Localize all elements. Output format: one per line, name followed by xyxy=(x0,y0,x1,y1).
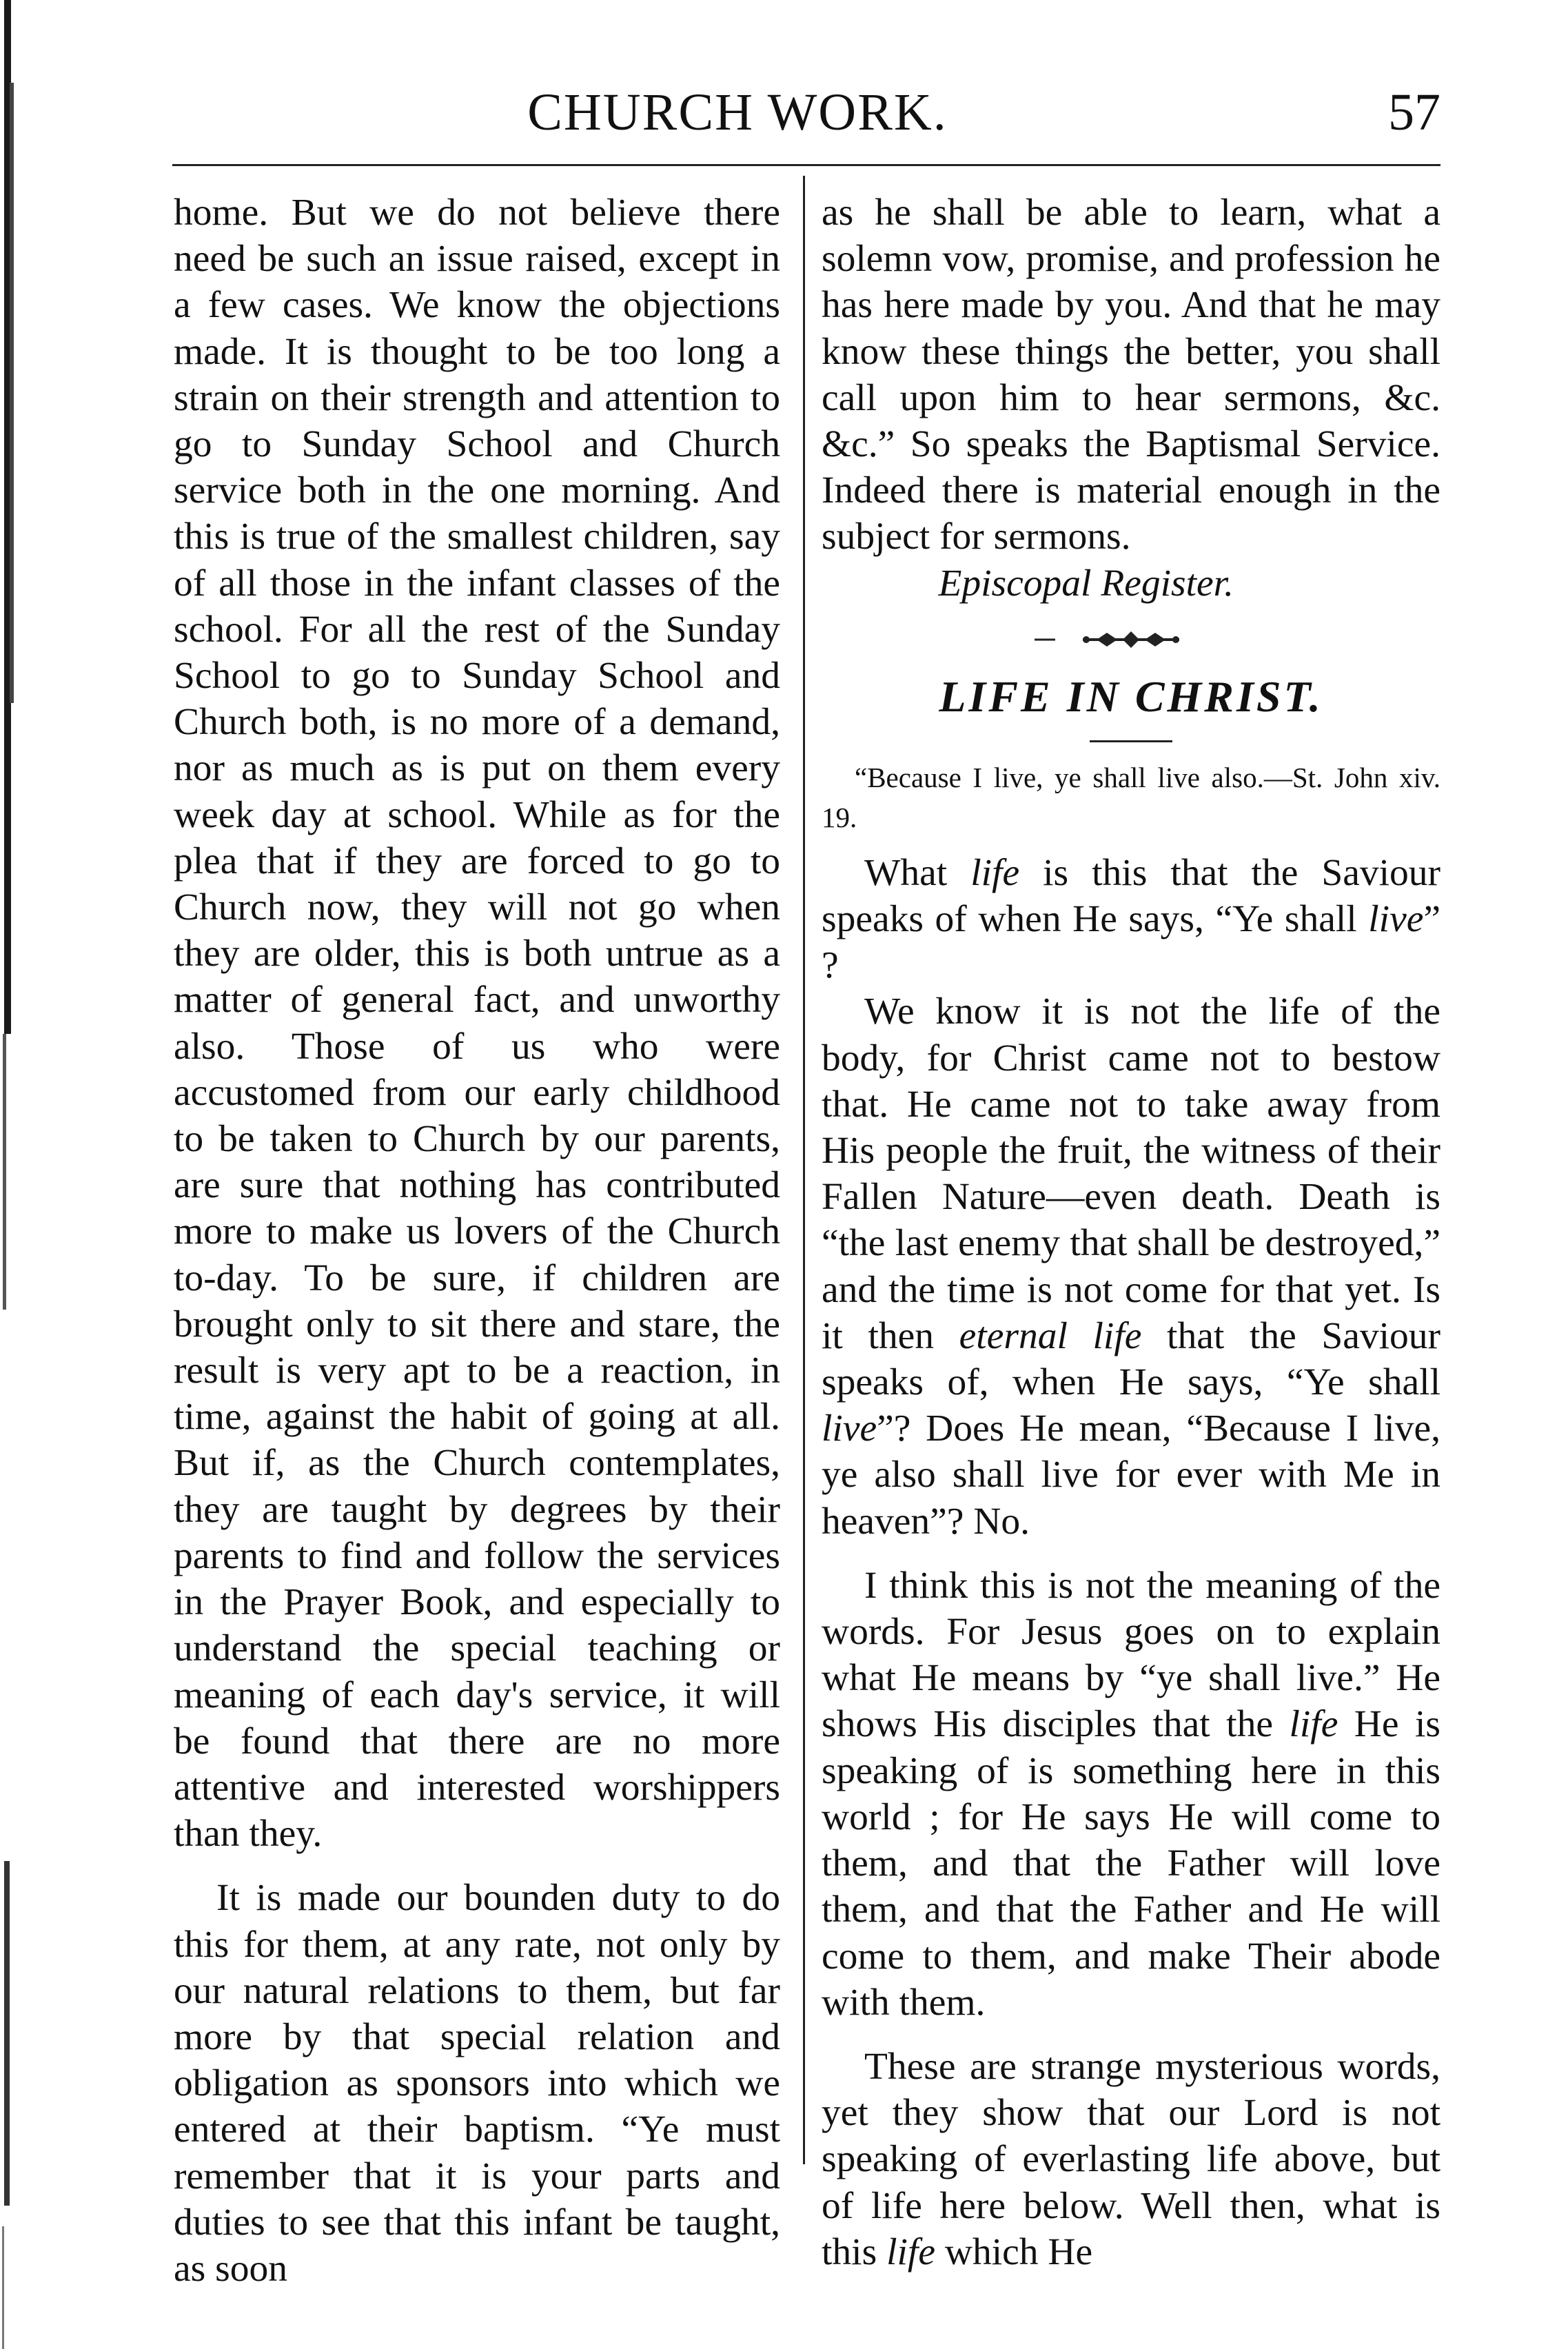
italic-word: life xyxy=(1289,1703,1338,1746)
ornament-divider xyxy=(822,626,1440,653)
italic-word: life xyxy=(886,2230,935,2273)
paragraph: What life is this that the Saviour speaks of when He says, “Ye shall live” ? xyxy=(822,851,1441,987)
header-rule xyxy=(172,164,1440,166)
paragraph: It is made our bounden duty to do this for them, at any rate, not only by our natural relations to them, but far more by that special relation and obligation as sponsors into which we entered at their baptism. “Ye must remember that it is your parts and duties to see that this infant be taught, as soon xyxy=(174,1877,780,2290)
italic-word: live xyxy=(1368,898,1424,941)
left-column xyxy=(174,190,780,2292)
title-rule xyxy=(1090,740,1172,742)
paragraph: I think this is not the meaning of the words. For Jesus goes on to explain what He means by “ye shall live.” He shows His disciples that the life He is speaking of is something here in this world ; for He says He will come to them, and that the Father will love them, and that the Father and He will come to them, and make Their abode with them. xyxy=(822,1564,1440,2024)
section-title: LIFE IN CHRIST. xyxy=(939,671,1323,721)
italic-word: live xyxy=(822,1407,877,1450)
paragraph: We know it is not the life of the body, for Christ came not to bestow that. He came not to take away from His people the fruit, the witness of their Fallen Nature—even death. Death is “the last enemy that shall be destroyed,” and the time is not come for that yet. Is it then eternal life that the Saviour speaks of, when He says, “Ye shall live”? Does He mean, “Because I live, ye also shall live for ever with Me in heaven”? No. xyxy=(822,990,1440,1543)
right-column xyxy=(822,190,1440,2275)
column-divider xyxy=(803,176,805,2164)
epigraph: “Because I live, ye shall live also.—St. John xiv. 19. xyxy=(822,761,1440,833)
italic-word: life xyxy=(970,851,1020,894)
paragraph: home. But we do not believe there need be such an issue raised, except in a few cases. We know the objections made. It is thought to be too long a strain on their strength and attention to go to Sunday School and Church service both in the one morning. And this is true of the smallest children, say of all those in the infant classes of the school. For all the rest of the Sunday School to go to Sunday School and Church both, is no more of a demand, nor as much as is put on them every week day at school. While as for the plea that if they are forced to go to Church now, they will not go when they are older, this is both untrue as a matter of general fact, and unworthy also. Those of us who were accustomed from our early childhood to be taken to Church by our parents, are sure that nothing has contributed more to make us lovers of the Church to-day. To be sure, if children are brought only to sit there and stare, the result is very apt to be a reaction, in time, against the habit of going at all. But if, as the Church contemplates, they are taught by degrees by their parents to find and follow the services in the Prayer Book, and especially to understand the special teaching or meaning of each day's service, it will be found that there are no more attentive and interested worshippers than they. xyxy=(174,192,780,1855)
running-head xyxy=(172,74,1440,150)
scan-edge-shadow xyxy=(0,0,41,2349)
page-number: 57 xyxy=(1388,83,1440,141)
journal-title: CHURCH WORK. xyxy=(527,83,948,141)
source-attribution: Episcopal Register. xyxy=(938,562,1234,604)
paragraph: These are strange mysterious words, yet they show that our Lord is not speaking of everlasting life above, but of life here below. Well then, what is this life which He xyxy=(822,2045,1440,2273)
paragraph-continuation: as he shall be able to learn, what a solemn vow, promise, and profession he has here made by you. And that he may know these things the better, you shall call upon him to hear sermons, &c. &c.” So speaks the Baptismal Service. Indeed there is material enough in the subject for sermons. xyxy=(822,192,1440,558)
ornament-icon xyxy=(1035,626,1228,653)
italic-phrase: eternal life xyxy=(959,1314,1142,1357)
